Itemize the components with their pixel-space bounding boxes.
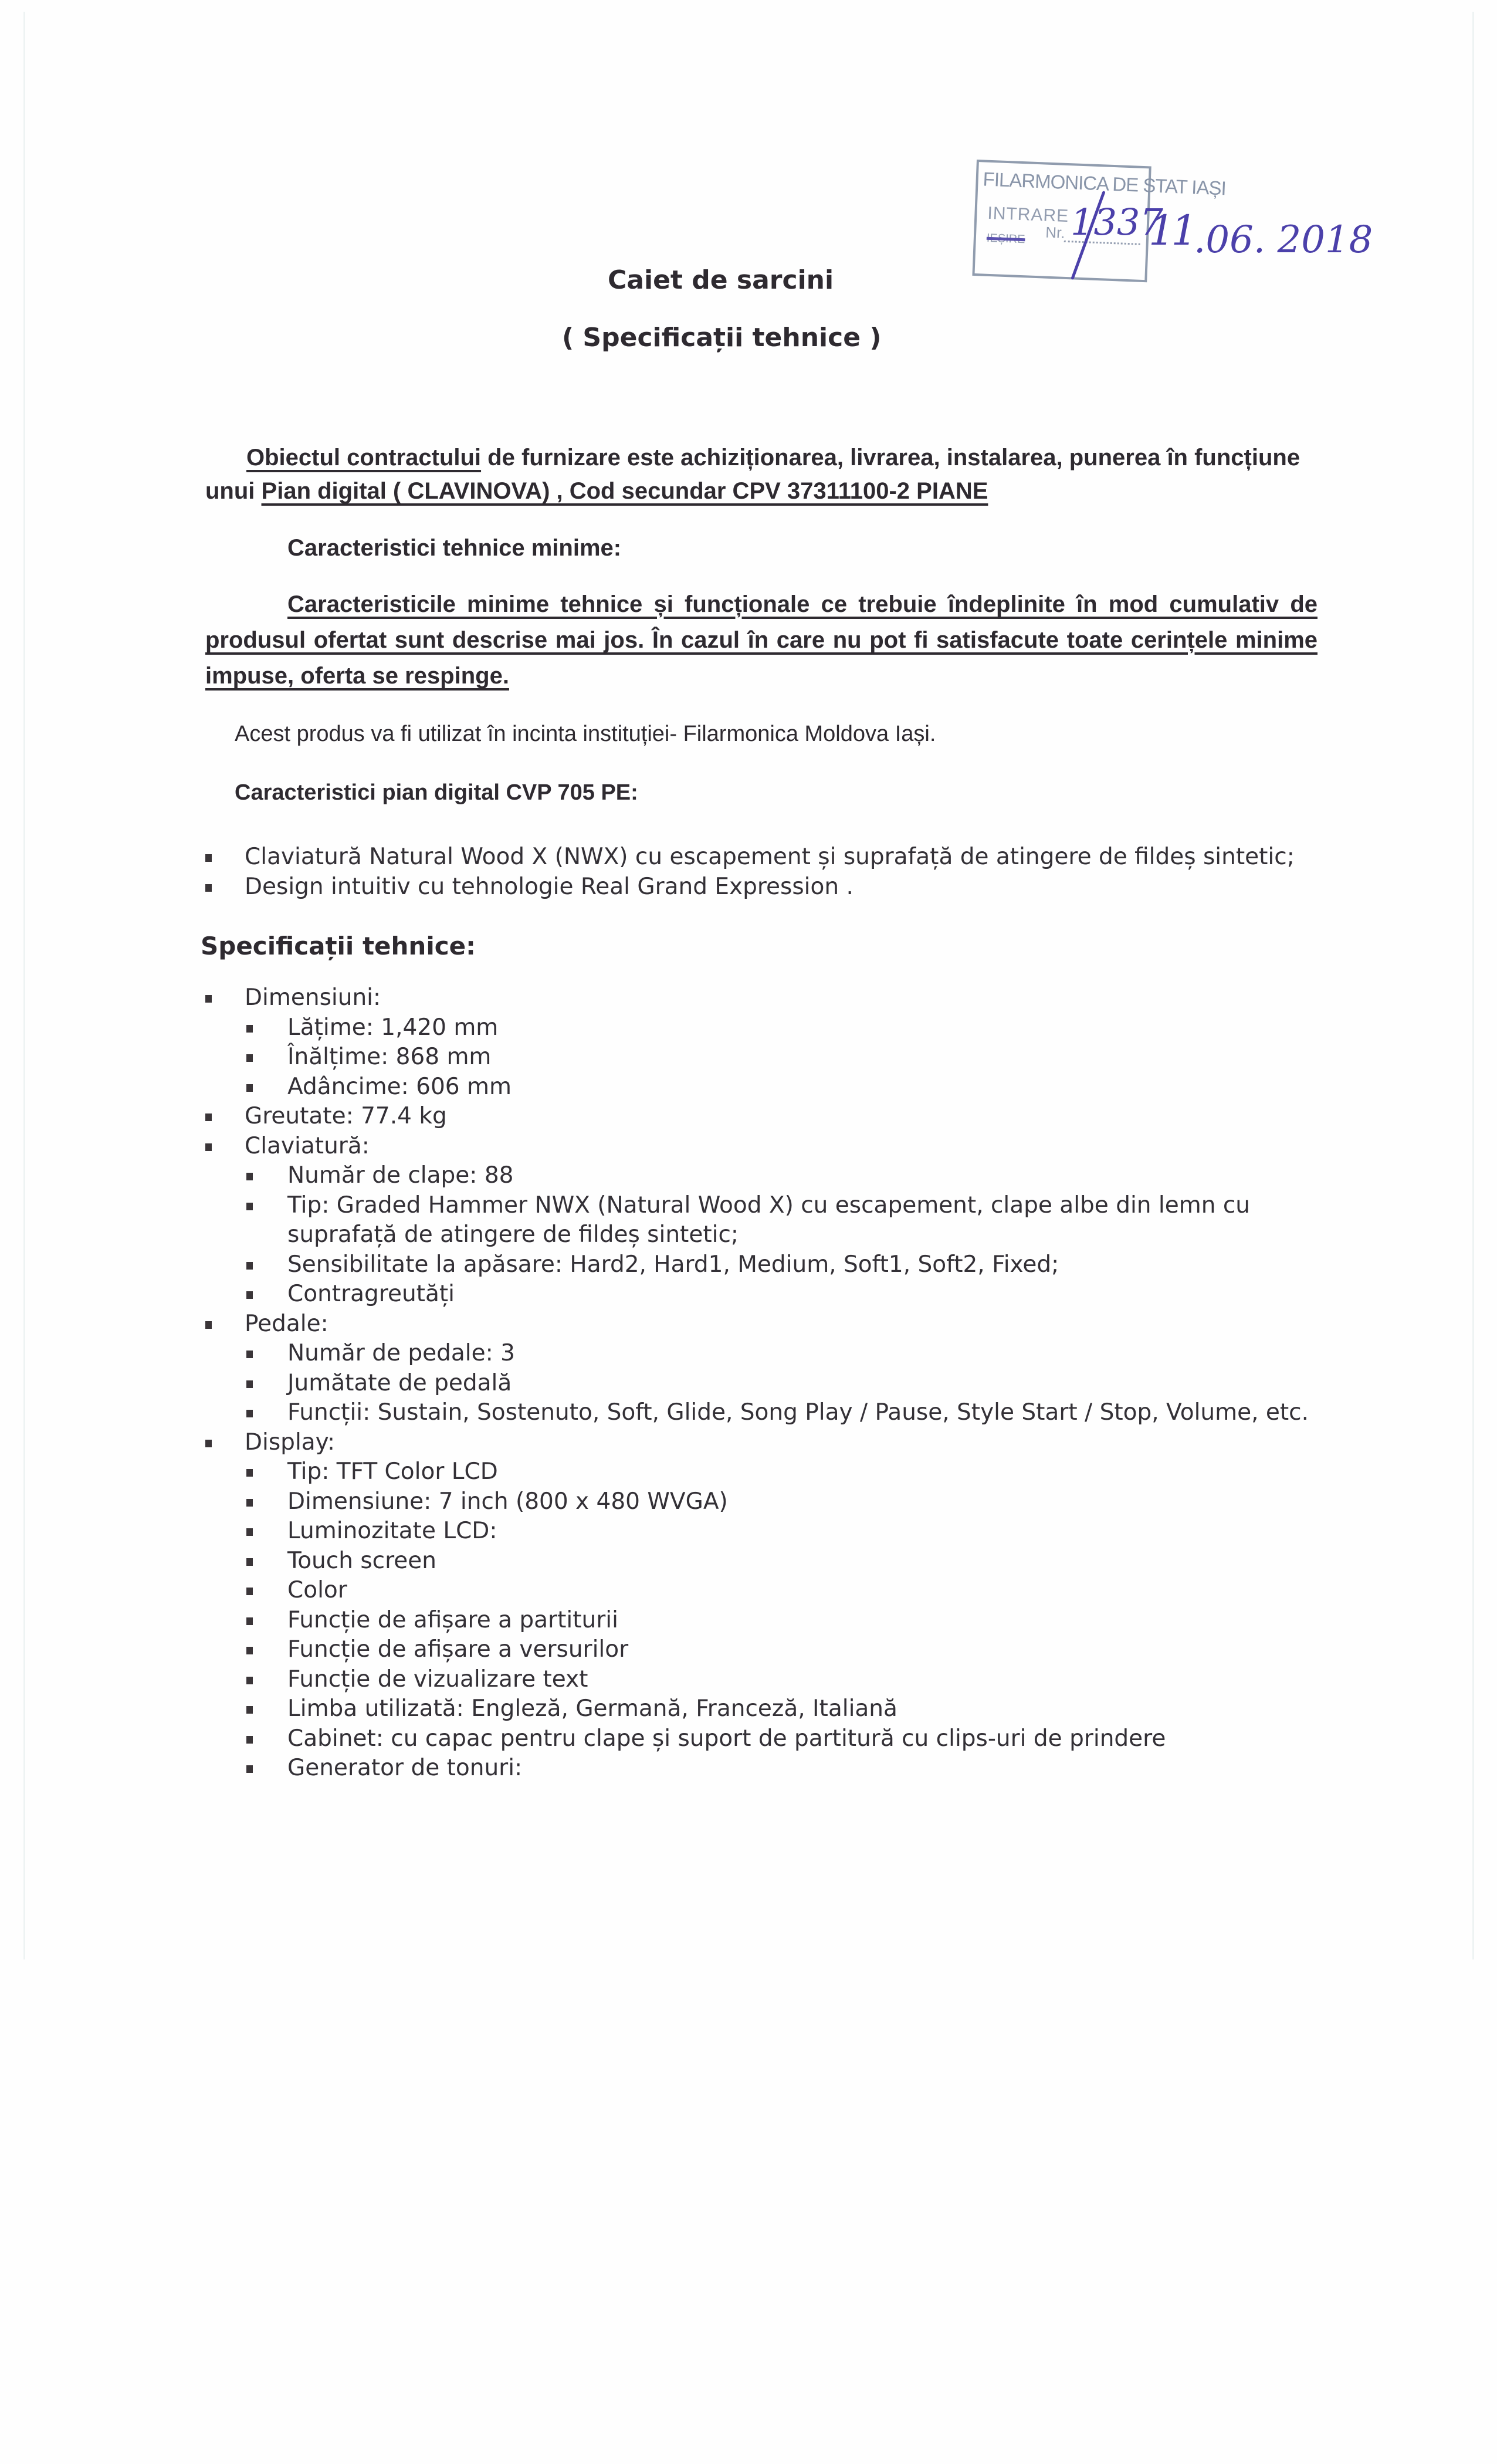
square-bullet-icon	[246, 1351, 253, 1358]
requirements-line-2: produsul ofertat sunt descrise mai jos. În cazul în care nu pot fi satisfacute toate cerințele minime	[205, 627, 1318, 653]
document-subtitle: ( Specificații tehnice )	[562, 323, 882, 353]
spec-item: Contragreutăți	[205, 1280, 1309, 1309]
square-bullet-icon	[205, 1440, 212, 1447]
square-bullet-icon	[246, 1736, 253, 1744]
square-bullet-icon	[246, 1765, 253, 1773]
square-bullet-icon	[205, 854, 212, 862]
spec-item: Touch screen	[205, 1546, 1309, 1576]
spec-weight: Greutate: 77.4 kg	[205, 1102, 1309, 1132]
specs-list	[205, 983, 1309, 1783]
square-bullet-icon	[246, 1528, 253, 1536]
requirements-line-1: Caracteristicile minime tehnice și funcționale ce trebuie îndeplinite în mod cumulativ de	[287, 591, 1318, 617]
requirements-line-3: impuse, oferta se respinge.	[205, 663, 509, 689]
square-bullet-icon	[246, 1558, 253, 1566]
spec-item: Tip: Graded Hammer NWX (Natural Wood X) cu escapement, clape albe din lemn cu	[205, 1191, 1309, 1221]
requirements-paragraph	[205, 591, 1318, 689]
square-bullet-icon	[246, 1291, 253, 1299]
spec-item: Număr de clape: 88	[205, 1161, 1309, 1191]
spec-item: Lățime: 1,420 mm	[205, 1013, 1309, 1043]
square-bullet-icon	[205, 1321, 212, 1329]
square-bullet-icon	[246, 1410, 253, 1417]
square-bullet-icon	[205, 995, 212, 1003]
spec-item: Adâncime: 606 mm	[205, 1072, 1309, 1102]
spec-item: Funcție de afișare a versurilor	[205, 1635, 1309, 1665]
spec-item: Generator de tonuri:	[205, 1754, 1309, 1783]
square-bullet-icon	[246, 1647, 253, 1654]
spec-item: Dimensiune: 7 inch (800 x 480 WVGA)	[205, 1487, 1309, 1517]
contract-object-text: de furnizare este achiziționarea, livrarea, instalarea, punerea în funcțiune	[481, 445, 1300, 471]
specs-heading: Specificații tehnice:	[201, 932, 476, 960]
spec-item-continuation: suprafață de atingere de fildeș sintetic;	[287, 1221, 739, 1248]
square-bullet-icon	[246, 1054, 253, 1062]
handwritten-registration-number: 1337	[1071, 201, 1163, 243]
spec-keyboard: Claviatură:	[205, 1132, 1309, 1162]
handwritten-date: .06. 2018	[1194, 218, 1373, 262]
spec-item: Color	[205, 1576, 1309, 1606]
min-specs-heading: Caracteristici tehnice minime:	[287, 535, 622, 561]
stamp-direction-out: IEȘIRE	[986, 231, 1025, 246]
spec-item: Jumătate de pedală	[205, 1369, 1309, 1399]
stamp-institution: FILARMONICA DE STAT IAȘI	[983, 168, 1227, 199]
contract-object-label: Obiectul contractului	[246, 445, 482, 471]
handwritten-day: 11	[1149, 207, 1194, 255]
intro-line-2-prefix: unui	[205, 478, 262, 504]
spec-display: Display:	[205, 1428, 1309, 1458]
product-cpv-code: Pian digital ( CLAVINOVA) , Cod secundar CPV 37311100-2 PIANE	[261, 478, 988, 504]
square-bullet-icon	[246, 1380, 253, 1388]
spec-item: Tip: TFT Color LCD	[205, 1457, 1309, 1487]
feature-item: Claviatură Natural Wood X (NWX) cu escapement și suprafață de atingere de fildeș sintetic;	[205, 842, 1295, 872]
square-bullet-icon	[246, 1262, 253, 1270]
spec-item: Limba utilizată: Engleză, Germană, Franceză, Italiană	[205, 1694, 1309, 1724]
square-bullet-icon	[205, 1143, 212, 1151]
scan-edge-left	[23, 12, 25, 1959]
square-bullet-icon	[246, 1469, 253, 1477]
spec-item: Sensibilitate la apăsare: Hard2, Hard1, Medium, Soft1, Soft2, Fixed;	[205, 1250, 1309, 1280]
square-bullet-icon	[246, 1203, 253, 1210]
spec-item: Număr de pedale: 3	[205, 1339, 1309, 1369]
feature-item: Design intuitiv cu tehnologie Real Grand Expression .	[205, 872, 1295, 902]
square-bullet-icon	[205, 1113, 212, 1121]
square-bullet-icon	[246, 1588, 253, 1595]
stamp-nr-label: Nr.	[1045, 223, 1066, 242]
square-bullet-icon	[246, 1706, 253, 1714]
spec-item: Funcții: Sustain, Sostenuto, Soft, Glide, Song Play / Pause, Style Start / Stop, Volume, etc.	[205, 1398, 1309, 1428]
intro-paragraph	[205, 445, 1318, 505]
usage-note: Acest produs va fi utilizat în incinta instituției- Filarmonica Moldova Iași.	[235, 722, 936, 746]
square-bullet-icon	[205, 884, 212, 892]
spec-item: Înălțime: 868 mm	[205, 1043, 1309, 1072]
square-bullet-icon	[246, 1084, 253, 1092]
square-bullet-icon	[246, 1617, 253, 1625]
spec-dimensions: Dimensiuni:	[205, 983, 1309, 1013]
intro-line-1	[205, 445, 1318, 471]
document-title: Caiet de sarcini	[608, 265, 834, 295]
spec-item: Luminozitate LCD:	[205, 1517, 1309, 1546]
scan-edge-right	[1472, 12, 1474, 1959]
stamp-direction-in: INTRARE	[987, 203, 1069, 226]
spec-item: Cabinet: cu capac pentru clape și suport de partitură cu clips-uri de prindere	[205, 1724, 1309, 1754]
feature-list	[205, 842, 1295, 902]
spec-item: Funcție de vizualizare text	[205, 1665, 1309, 1695]
spec-pedals: Pedale:	[205, 1309, 1309, 1339]
square-bullet-icon	[246, 1677, 253, 1684]
square-bullet-icon	[246, 1025, 253, 1033]
spec-item: Funcție de afișare a partiturii	[205, 1606, 1309, 1636]
product-heading: Caracteristici pian digital CVP 705 PE:	[235, 780, 638, 805]
intro-line-2	[205, 478, 1318, 505]
square-bullet-icon	[246, 1173, 253, 1180]
square-bullet-icon	[246, 1499, 253, 1507]
